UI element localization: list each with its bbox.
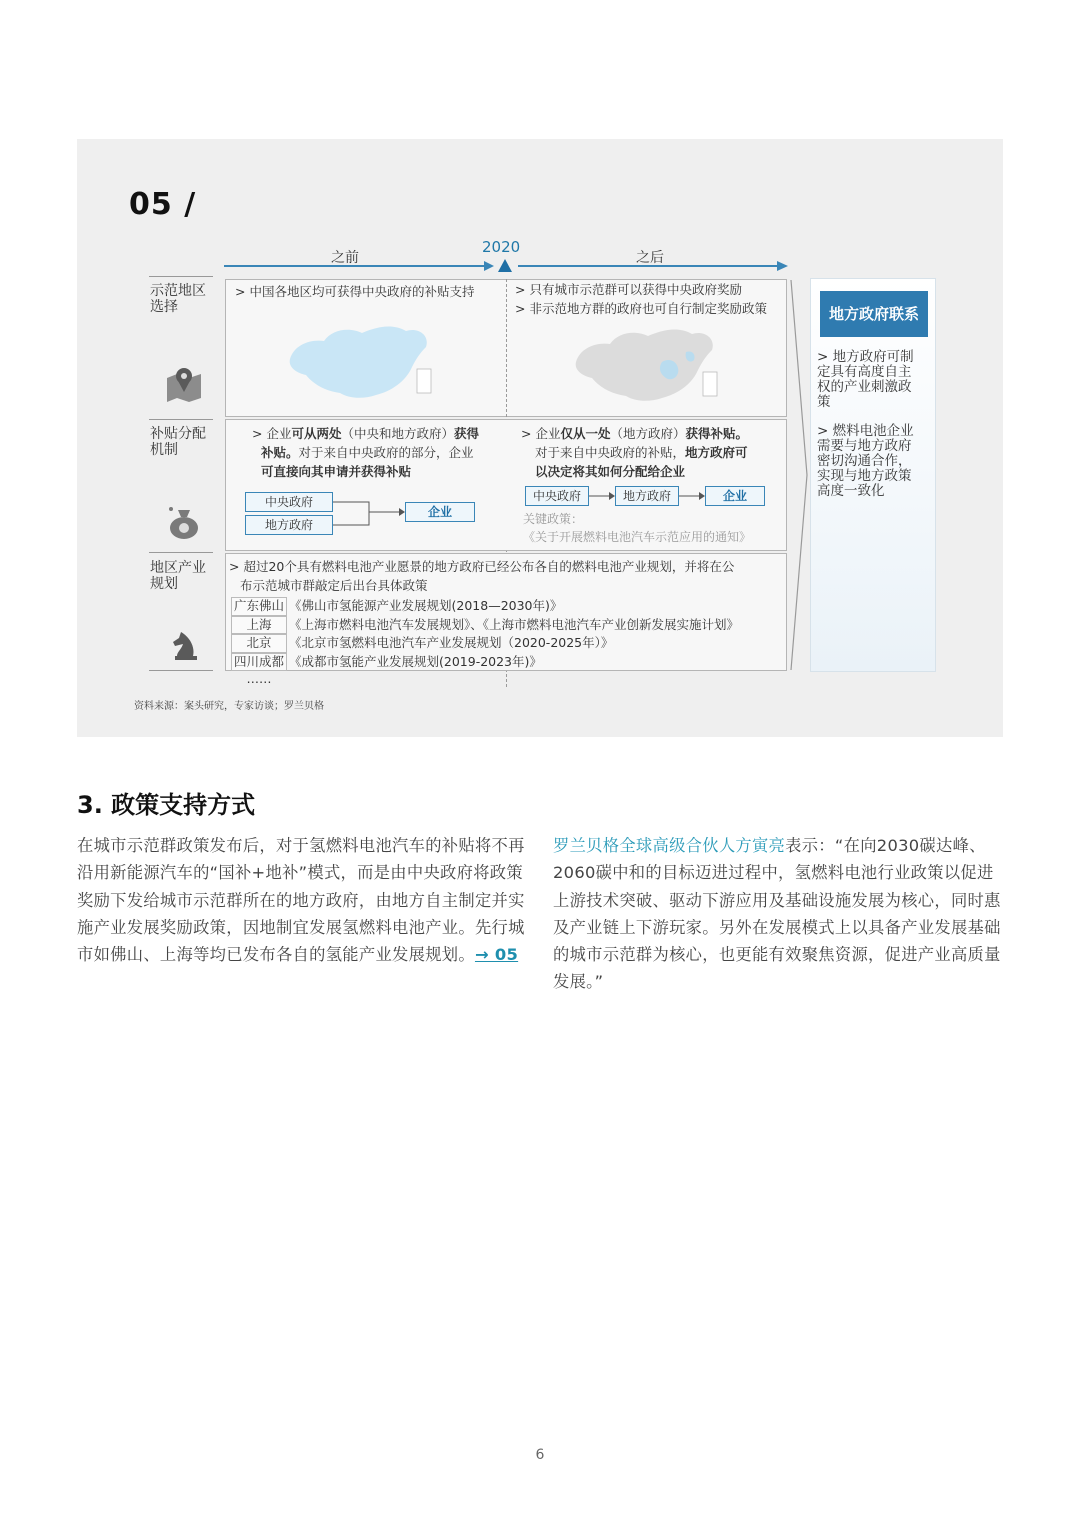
right-paragraph: 罗兰贝格全球高级合伙人方寅亮表示：“在向2030碳达峰、2060碳中和的目标迈进过程中，氢燃料电池行业政策以促进上游技术突破、驱动下游应用及基础设施发展为核心，同时惠及产业链上下游玩家。另外在发展模式上以具备产业发展基础的城市示范群为核心，也更能有效聚焦资源，促进产业高质量发展。” (553, 836, 1001, 992)
row-label-planning: 地区产业规划 (150, 560, 206, 592)
chip-local-government: 地方政府 (245, 515, 333, 535)
subsidy-before-line-3: 可直接向其申请并获得补贴 (261, 464, 412, 479)
timeline-arrow (222, 257, 792, 275)
chip-central-government-after: 中央政府 (525, 486, 589, 506)
chip-local-government-after: 地方政府 (615, 486, 679, 506)
chess-knight-icon (167, 626, 205, 664)
planning-intro-1: > 超过20个具有燃料电池产业愿景的地方政府已经公布各自的燃料电池产业规划，并将在公 (229, 559, 735, 574)
side-point-1: > 地方政府可制定具有高度自主权的产业刺激政策 (817, 349, 914, 410)
subsidy-before-line-2: 补贴。对于来自中央政府的部分，企业 (261, 445, 474, 460)
plan-item: 北京 《北京市氢燃料电池汽车产业发展规划（2020-2025年）》 (231, 634, 739, 653)
key-policy-doc: 《关于开展燃料电池汽车示范应用的通知》 (523, 530, 752, 544)
side-title: 地方政府联系 (820, 291, 928, 337)
row-label-region: 示范地区选择 (150, 283, 206, 315)
money-bag-icon (165, 502, 203, 540)
region-before-text: > 中国各地区均可获得中央政府的补贴支持 (235, 284, 475, 299)
planning-list (231, 597, 739, 688)
china-map-grey (566, 322, 726, 408)
plan-item: 上海 《上海市燃料电池汽车发展规划》、《上海市燃料电池汽车产业创新发展实施计划》 (231, 616, 739, 635)
page-number: 6 (535, 1447, 545, 1463)
quoted-person: 罗兰贝格全球高级合伙人方寅亮 (553, 836, 786, 855)
timeline-before-label: 之前 (331, 250, 359, 266)
flow-arrow-after-1 (589, 490, 615, 502)
chip-enterprise: 企业 (405, 502, 475, 522)
china-map-blue (280, 319, 440, 405)
row-label-subsidy: 补贴分配机制 (150, 426, 206, 458)
plan-more: …… (246, 671, 272, 686)
key-policy-label: 关键政策： (523, 512, 584, 526)
plan-item: 四川成都 《成都市氢能产业发展规划(2019-2023年)》 (231, 653, 739, 672)
timeline-after-label: 之后 (636, 250, 664, 266)
planning-intro-2: 布示范城市群敲定后出台具体政策 (240, 578, 428, 593)
timeline-year-label: 2020 (482, 238, 521, 256)
flow-arrow-after-2 (679, 490, 705, 502)
subsidy-before-line-1: > 企业可从两处（中央和地方政府）获得 (252, 426, 479, 441)
side-point-2: > 燃料电池企业需要与地方政府密切沟通合作，实现与地方政策高度一致化 (817, 423, 914, 499)
subsidy-after-line-2: 对于来自中央政府的补贴，地方政府可 (535, 445, 748, 460)
figure-source: 资料来源：案头研究，专家访谈；罗兰贝格 (134, 701, 324, 712)
figure-05 (77, 139, 1003, 737)
left-paragraph: 在城市示范群政策发布后，对于氢燃料电池汽车的补贴将不再沿用新能源汽车的“国补+地补”模式，而是由中央政府将政策奖励下发给城市示范群所在的地方政府，由地方自主制定并实施产业发展奖励政策，因地制宜发展氢燃料电池产业。先行城市如佛山、上海等均已发布各自的氢能产业发展规划。→ 05 (77, 836, 525, 965)
subsidy-after-line-1: > 企业仅从一处（地方政府）获得补贴。 (521, 426, 748, 441)
map-pin-icon (165, 364, 203, 402)
section-heading: 3. 政策支持方式 (77, 791, 256, 819)
flow-arrow-before (333, 499, 405, 531)
region-after-text-2: > 非示范地方群的政府也可自行制定奖励政策 (515, 301, 767, 316)
timeline-year-marker (498, 259, 512, 272)
plan-item: 广东佛山 《佛山市氢能源产业发展规划(2018—2030年)》 (231, 597, 739, 616)
chip-enterprise-after: 企业 (705, 486, 765, 506)
figure-05-link[interactable]: → 05 (474, 945, 519, 965)
region-after-text-1: > 只有城市示范群可以获得中央政府奖励 (515, 282, 742, 297)
subsidy-after-line-3: 以决定将其如何分配给企业 (535, 464, 686, 479)
chevron-connector (789, 278, 811, 672)
figure-number: 05 / (129, 187, 197, 222)
chip-central-government: 中央政府 (245, 492, 333, 512)
